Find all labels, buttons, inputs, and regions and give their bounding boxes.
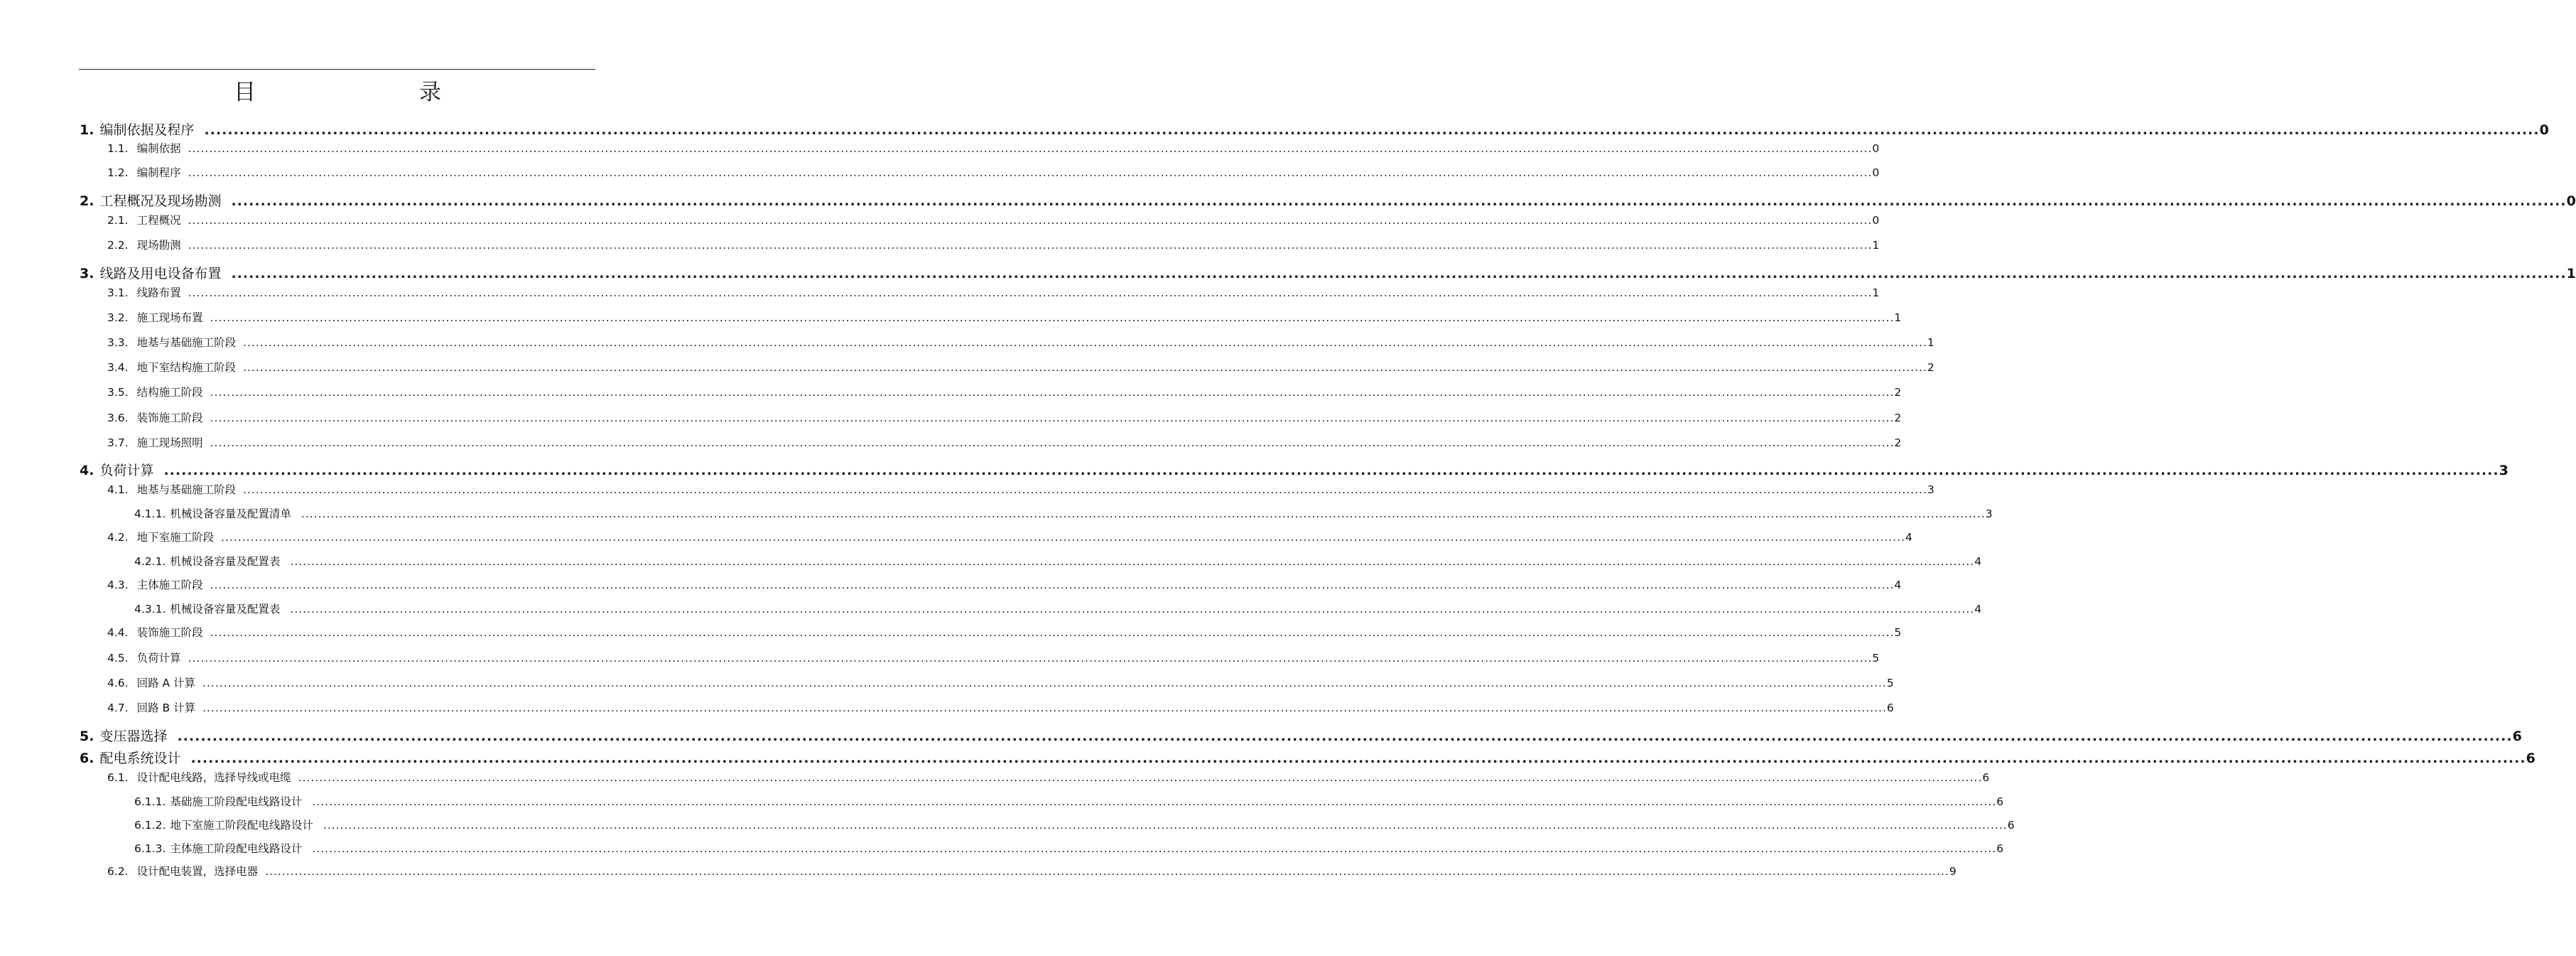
toc-entry[interactable] [107, 237, 1880, 252]
toc-entry[interactable] [134, 505, 1993, 521]
toc-dot-leader: ................................................................................................................................................................................................................................................................................................................................................................................................................ [188, 652, 1873, 665]
toc-entry-number: 3. [80, 266, 94, 281]
toc-entry-title: 编制依据 [136, 142, 181, 155]
toc-entry-number: 4.7. [107, 702, 129, 714]
toc-entry[interactable] [107, 309, 1902, 325]
toc-entry[interactable] [107, 284, 1880, 300]
toc-entry-title: 基础施工阶段配电线路设计 [170, 795, 303, 808]
toc-dot-leader: ................................................................................................................................................................................................................................................................................................................................................................................................................ [265, 865, 1949, 878]
toc-entry[interactable] [107, 359, 1934, 375]
toc-entry-number: 3.6. [107, 412, 129, 424]
toc-entry-number: 3.7. [107, 436, 129, 449]
toc-dot-leader: ................................................................................................................................................................................................................................................................................................................................................................................................................ [301, 507, 1986, 520]
toc-entry-title: 负荷计算 [99, 463, 154, 478]
toc-entry-page: 4 [1894, 579, 1902, 591]
toc-entry[interactable] [80, 263, 2576, 282]
page-title: 目 录 [234, 80, 481, 105]
toc-entry-page: 1 [1872, 286, 1880, 299]
toc-entry-number: 4. [80, 463, 94, 478]
toc-entry-title: 设计配电装置，选择电器 [136, 865, 259, 878]
toc-dot-leader: ................................................................................................................................................................................................................................................................................................................................................................................................................ [177, 729, 2513, 744]
toc-entry[interactable] [107, 140, 1880, 156]
toc-entry-page: 1 [1872, 239, 1880, 252]
toc-dot-leader: ................................................................................................................................................................................................................................................................................................................................................................................................................ [243, 361, 1927, 374]
toc-entry-page: 5 [1886, 677, 1894, 689]
toc-dot-leader: ................................................................................................................................................................................................................................................................................................................................................................................................................ [312, 842, 1997, 855]
toc-entry-page: 9 [1949, 865, 1957, 878]
toc-entry-number: 6.1.3. [134, 842, 166, 855]
toc-dot-leader: ................................................................................................................................................................................................................................................................................................................................................................................................................ [312, 795, 1997, 808]
toc-entry-page: 0 [2539, 122, 2549, 138]
toc-entry-title: 施工现场布置 [136, 311, 203, 324]
toc-entry-page: 6 [2526, 751, 2536, 766]
toc-entry-page: 3 [1927, 483, 1934, 496]
toc-entry-title: 地基与基础施工阶段 [136, 483, 237, 496]
toc-entry[interactable] [134, 840, 2004, 856]
toc-dot-leader: ................................................................................................................................................................................................................................................................................................................................................................................................................ [188, 142, 1873, 155]
toc-entry-number: 4.3. [107, 579, 129, 591]
toc-entry[interactable] [107, 529, 1912, 544]
toc-entry-title: 回路 B 计算 [136, 702, 196, 714]
toc-entry-number: 4.1. [107, 483, 129, 496]
toc-dot-leader: ................................................................................................................................................................................................................................................................................................................................................................................................................ [231, 193, 2567, 209]
toc-entry-title: 地下室结构施工阶段 [136, 361, 237, 374]
toc-entry-title: 编制程序 [136, 166, 181, 179]
toc-dot-leader: ................................................................................................................................................................................................................................................................................................................................................................................................................ [298, 771, 1983, 784]
toc-entry[interactable] [107, 481, 1934, 497]
toc-entry[interactable] [80, 190, 2576, 210]
toc-entry-title: 地基与基础施工阶段 [136, 336, 237, 349]
toc-entry-page: 5 [1894, 626, 1902, 639]
toc-entry-page: 1 [1894, 311, 1902, 324]
toc-entry-number: 4.4. [107, 626, 129, 639]
toc-entry-number: 6.1.1. [134, 795, 166, 808]
toc-entry[interactable] [107, 434, 1902, 450]
toc-dot-leader: ................................................................................................................................................................................................................................................................................................................................................................................................................ [188, 286, 1873, 299]
toc-dot-leader: ................................................................................................................................................................................................................................................................................................................................................................................................................ [243, 483, 1927, 496]
toc-entry-number: 4.6. [107, 677, 129, 689]
toc-dot-leader: ................................................................................................................................................................................................................................................................................................................................................................................................................ [188, 166, 1873, 179]
toc-dot-leader: ................................................................................................................................................................................................................................................................................................................................................................................................................ [190, 751, 2526, 766]
toc-entry-title: 变压器选择 [99, 729, 168, 744]
toc-entry-number: 6.2. [107, 865, 129, 878]
toc-dot-leader: ................................................................................................................................................................................................................................................................................................................................................................................................................ [290, 555, 1975, 568]
toc-entry-number: 3.4. [107, 361, 129, 374]
toc-entry-number: 4.2.1. [134, 555, 166, 568]
toc-entry[interactable] [107, 624, 1902, 640]
toc-dot-leader: ................................................................................................................................................................................................................................................................................................................................................................................................................ [210, 436, 1895, 449]
toc-entry-page: 6 [1996, 842, 2004, 855]
toc-entry-page: 1 [2566, 266, 2576, 281]
toc-entry[interactable] [107, 863, 1957, 879]
toc-dot-leader: ................................................................................................................................................................................................................................................................................................................................................................................................................ [202, 677, 1887, 689]
toc-entry[interactable] [80, 460, 2509, 479]
toc-dot-leader: ................................................................................................................................................................................................................................................................................................................................................................................................................ [221, 531, 1905, 544]
toc-dot-leader: ................................................................................................................................................................................................................................................................................................................................................................................................................ [210, 626, 1895, 639]
toc-dot-leader: ................................................................................................................................................................................................................................................................................................................................................................................................................ [323, 819, 2008, 832]
toc-entry-number: 6. [80, 751, 94, 766]
toc-entry-title: 现场勘测 [136, 239, 181, 252]
toc-entry-title: 工程概况及现场勘测 [99, 193, 222, 209]
toc-entry-page: 0 [1872, 142, 1880, 155]
toc-dot-leader: ................................................................................................................................................................................................................................................................................................................................................................................................................ [163, 463, 2499, 478]
toc-entry-page: 1 [1927, 336, 1934, 349]
toc-dot-leader: ................................................................................................................................................................................................................................................................................................................................................................................................................ [204, 122, 2540, 138]
toc-entry-page: 3 [2499, 463, 2509, 478]
toc-entry[interactable] [107, 164, 1880, 180]
toc-entry-page: 6 [1982, 771, 1990, 784]
toc-entry[interactable] [134, 553, 1982, 569]
toc-entry-number: 4.2. [107, 531, 129, 544]
toc-entry-page: 6 [1886, 702, 1894, 714]
toc-entry-title: 施工现场照明 [136, 436, 203, 449]
toc-dot-leader: ................................................................................................................................................................................................................................................................................................................................................................................................................ [290, 603, 1975, 616]
toc-entry[interactable] [134, 817, 2015, 832]
toc-entry-page: 2 [1927, 361, 1934, 374]
toc-entry-title: 线路布置 [136, 286, 181, 299]
toc-entry-page: 0 [1872, 166, 1880, 179]
toc-dot-leader: ................................................................................................................................................................................................................................................................................................................................................................................................................ [210, 412, 1895, 424]
toc-entry-number: 1. [80, 122, 94, 138]
toc-entry-number: 3.5. [107, 386, 129, 399]
toc-entry-page: 6 [2007, 819, 2015, 832]
toc-entry-title: 机械设备容量及配置清单 [170, 507, 291, 520]
toc-entry[interactable] [107, 769, 1990, 785]
toc-entry[interactable] [107, 699, 1894, 715]
toc-entry-title: 编制依据及程序 [99, 122, 195, 138]
toc-entry-number: 3.1. [107, 286, 129, 299]
toc-entry-page: 5 [1872, 652, 1880, 665]
toc-entry[interactable] [107, 212, 1880, 227]
toc-entry-title: 地下室施工阶段 [136, 531, 215, 544]
toc-entry-title: 地下室施工阶段配电线路设计 [170, 819, 313, 832]
toc-dot-leader: ................................................................................................................................................................................................................................................................................................................................................................................................................ [210, 386, 1895, 399]
toc-entry-title: 装饰施工阶段 [136, 626, 203, 639]
toc-entry-number: 2.1. [107, 214, 129, 227]
toc-dot-leader: ................................................................................................................................................................................................................................................................................................................................................................................................................ [202, 702, 1887, 714]
toc-entry[interactable] [107, 384, 1902, 399]
toc-entry-page: 2 [1894, 436, 1902, 449]
toc-dot-leader: ................................................................................................................................................................................................................................................................................................................................................................................................................ [188, 214, 1873, 227]
toc-entry[interactable] [107, 675, 1894, 690]
toc-dot-leader: ................................................................................................................................................................................................................................................................................................................................................................................................................ [243, 336, 1927, 349]
toc-entry-title: 线路及用电设备布置 [99, 266, 222, 281]
toc-dot-leader: ................................................................................................................................................................................................................................................................................................................................................................................................................ [188, 239, 1873, 252]
toc-entry-page: 2 [1894, 386, 1902, 399]
toc-entry-title: 结构施工阶段 [136, 386, 203, 399]
toc-entry-number: 1.2. [107, 166, 129, 179]
toc-entry-title: 设计配电线路，选择导线或电缆 [136, 771, 291, 784]
toc-entry[interactable] [134, 793, 2004, 809]
toc-dot-leader: ................................................................................................................................................................................................................................................................................................................................................................................................................ [210, 579, 1895, 591]
toc-entry-page: 2 [1894, 412, 1902, 424]
toc-entry-number: 5. [80, 729, 94, 744]
toc-entry[interactable] [134, 601, 1982, 616]
toc-entry[interactable] [107, 650, 1880, 665]
toc-entry-number: 4.1.1. [134, 507, 166, 520]
toc-entry-page: 0 [2566, 193, 2576, 209]
toc-dot-leader: ................................................................................................................................................................................................................................................................................................................................................................................................................ [210, 311, 1895, 324]
toc-entry-page: 3 [1985, 507, 1993, 520]
toc-entry-number: 4.5. [107, 652, 129, 665]
toc-entry-number: 4.3.1. [134, 603, 166, 616]
toc-entry-page: 0 [1872, 214, 1880, 227]
toc-entry-page: 4 [1974, 555, 1982, 568]
toc-entry-number: 2. [80, 193, 94, 209]
toc-entry-number: 2.2. [107, 239, 129, 252]
toc-dot-leader: ................................................................................................................................................................................................................................................................................................................................................................................................................ [231, 266, 2567, 281]
toc-entry-title: 机械设备容量及配置表 [170, 555, 281, 568]
toc-entry[interactable] [107, 409, 1902, 425]
toc-entry[interactable] [80, 726, 2522, 745]
toc-entry-title: 机械设备容量及配置表 [170, 603, 281, 616]
toc-entry-title: 负荷计算 [136, 652, 181, 665]
toc-entry-number: 1.1. [107, 142, 129, 155]
toc-entry[interactable] [80, 748, 2536, 767]
toc-entry-title: 装饰施工阶段 [136, 412, 203, 424]
toc-entry[interactable] [107, 576, 1902, 592]
toc-entry-page: 4 [1905, 531, 1912, 544]
toc-entry-number: 3.2. [107, 311, 129, 324]
toc-entry-number: 6.1.2. [134, 819, 166, 832]
toc-entry-page: 6 [1996, 795, 2004, 808]
toc-entry-page: 4 [1974, 603, 1982, 616]
toc-entry-title: 配电系统设计 [99, 751, 181, 766]
toc-entry[interactable] [107, 334, 1934, 350]
toc-entry-title: 工程概况 [136, 214, 181, 227]
toc-entry[interactable] [80, 119, 2549, 139]
toc-entry-title: 主体施工阶段 [136, 579, 203, 591]
toc-entry-number: 3.3. [107, 336, 129, 349]
toc-entry-number: 6.1. [107, 771, 129, 784]
toc-entry-title: 回路 A 计算 [136, 677, 196, 689]
toc-entry-page: 6 [2512, 729, 2522, 744]
toc-entry-title: 主体施工阶段配电线路设计 [170, 842, 303, 855]
